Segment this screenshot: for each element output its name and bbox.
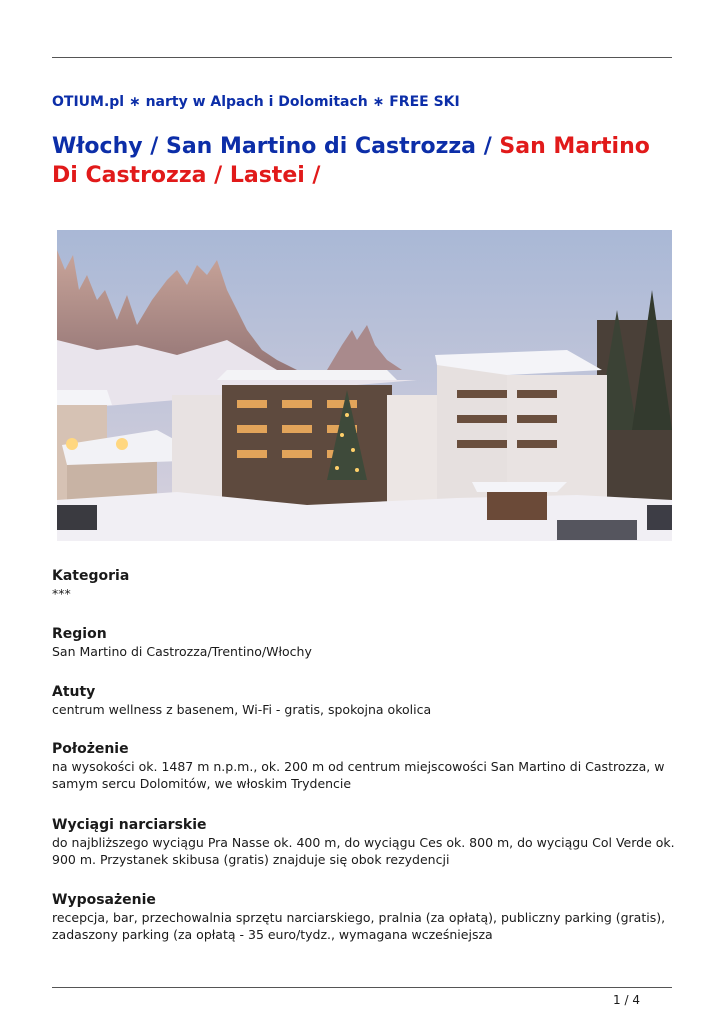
section-text: *** xyxy=(52,586,71,601)
hotel-photo xyxy=(57,230,672,541)
section-text: na wysokości ok. 1487 m n.p.m., ok. 200 m od centrum miejscowości San Martino di Castrozza, w samym sercu Dolomitów, we włoskim Trydencie xyxy=(52,759,665,791)
site-header xyxy=(52,94,672,110)
section-text: San Martino di Castrozza/Trentino/Włochy xyxy=(52,644,312,659)
breadcrumb-current: San Martino Di Castrozza / Lastei / xyxy=(52,134,650,188)
site-title-link[interactable]: OTIUM.pl ∗ narty w Alpach i Dolomitach ∗ FREE SKI xyxy=(52,94,460,110)
breadcrumb-resort[interactable]: San Martino di Castrozza / xyxy=(165,134,492,159)
bottom-rule xyxy=(52,987,672,988)
section-text: centrum wellness z basenem, Wi-Fi - gratis, spokojna okolica xyxy=(52,702,432,717)
section-text: recepcja, bar, przechowalnia sprzętu narciarskiego, pralnia (za opłatą), publiczny parking (gratis), zadaszony parking (za opłatą - 35 euro/tydz., wymagana wcześniejsza xyxy=(52,910,666,942)
section-atuty xyxy=(52,684,682,718)
section-title: Region xyxy=(52,626,107,642)
section-title: Wyposażenie xyxy=(52,892,156,908)
top-rule xyxy=(52,57,672,58)
section-title: Kategoria xyxy=(52,568,130,584)
section-text: do najbliższego wyciągu Pra Nasse ok. 400 m, do wyciągu Ces ok. 800 m, do wyciągu Col Verde ok. 900 m. Przystanek skibusa (gratis) znajduje się obok rezydencji xyxy=(52,835,675,867)
section-title: Wyciągi narciarskie xyxy=(52,817,207,833)
section-polozenie xyxy=(52,741,682,792)
page-number: 1 / 4 xyxy=(613,993,640,1007)
section-region xyxy=(52,626,682,660)
page-title xyxy=(52,132,677,190)
section-kategoria xyxy=(52,568,682,602)
breadcrumb-country[interactable]: Włochy / xyxy=(52,134,159,159)
section-title: Położenie xyxy=(52,741,129,757)
section-title: Atuty xyxy=(52,684,96,700)
section-wyposazenie xyxy=(52,892,682,943)
section-wyciagi xyxy=(52,817,682,868)
